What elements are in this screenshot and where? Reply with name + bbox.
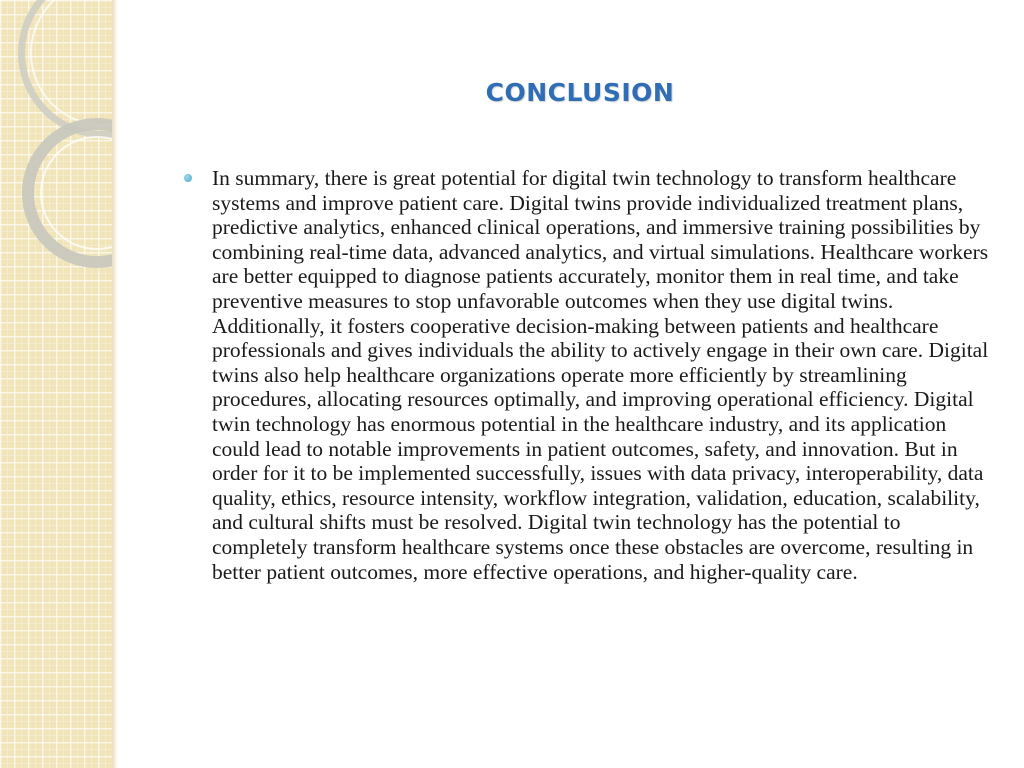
decorative-side-panel — [0, 0, 112, 768]
decorative-rings — [0, 0, 112, 768]
bullet-dot-icon — [184, 174, 192, 182]
side-panel-edge — [112, 0, 118, 768]
bullet-text: In summary, there is great potential for digital twin technology to transform healthcare systems and improve patient care. Digital twins provide individualized treatment plans, predictive analytics, enhanced clinical operations, and immersive training possibilities by combining real-time data, advanced analytics, and virtual simulations. Healthcare workers are better equipped to diagnose patients accurately, monitor them in real time, and take preventive measures to stop unfavorable outcomes when they use digital twins. Additionally, it fosters cooperative decision-making between patients and healthcare professionals and gives individuals the ability to actively engage in their own care. Digital twins also help healthcare organizations operate more efficiently by streamlining procedures, allocating resources optimally, and improving operational efficiency. Digital twin technology has enormous potential in the healthcare industry, and its application could lead to notable improvements in patient outcomes, safety, and innovation. But in order for it to be implemented successfully, issues with data privacy, interoperability, data quality, ethics, resource intensity, workflow integration, validation, education, scalability, and cultural shifts must be resolved. Digital twin technology has the potential to completely transform healthcare systems once these obstacles are overcome, resulting in better patient outcomes, more effective operations, and higher-quality care. — [212, 166, 989, 584]
slide-title: CONCLUSION — [485, 78, 675, 107]
